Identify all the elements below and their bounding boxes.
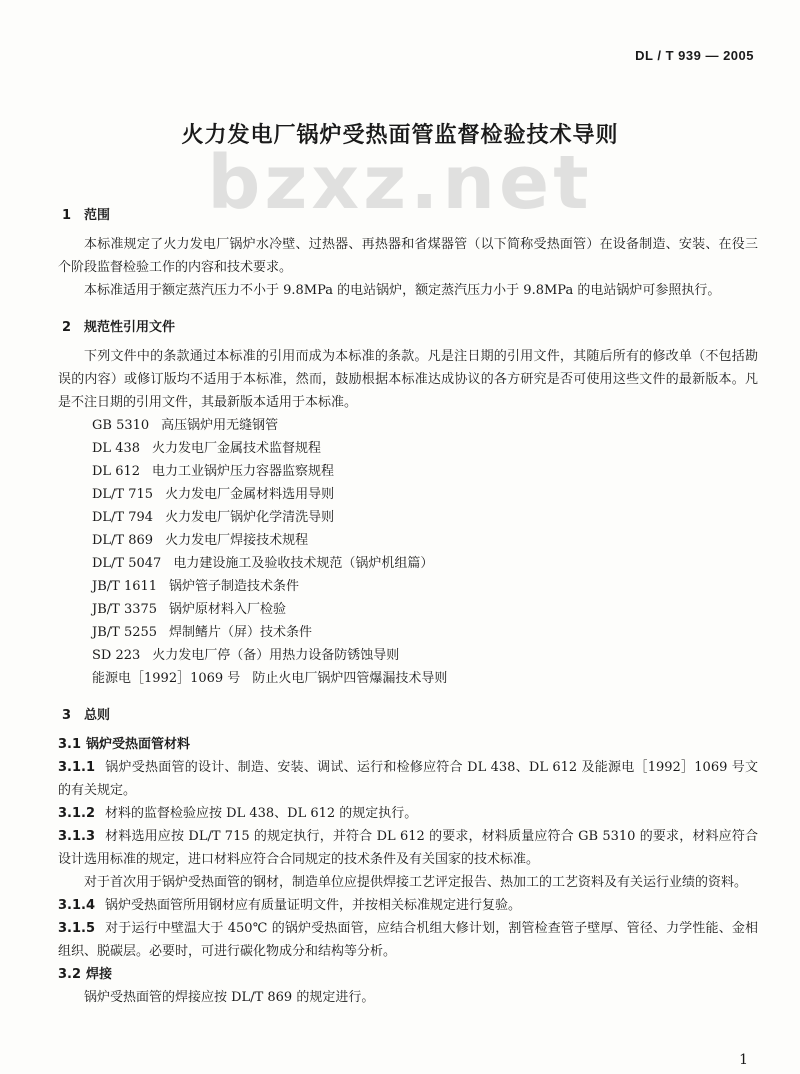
clause-text: 材料选用应按 DL/T 715 的规定执行，并符合 DL 612 的要求，材料质量应符合 GB 5310 的要求，材料应符合设计选用标准的规定，进口材料应符合合同规定的技术条件及有关国家的技术标准。 [58,829,758,867]
ref-name: 火力发电厂停（备）用热力设备防锈蚀导则 [152,648,400,663]
section-heading-3 [58,704,758,727]
clause-3-1-2 [58,802,758,825]
subsection-title: 焊接 [86,967,113,982]
clause-number: 3.1.2 [58,806,96,821]
reference-list [58,414,758,690]
section-title: 总则 [84,708,111,723]
page-number: 1 [739,1052,748,1068]
ref-code: GB 5310 [92,418,150,433]
list-item [92,621,758,644]
ref-code: JB/T 1611 [92,579,158,594]
watermark-logo: bzxz.net [207,140,593,226]
paragraph: 锅炉受热面管的焊接应按 DL/T 869 的规定进行。 [84,990,375,1005]
ref-name: 高压锅炉用无缝钢管 [161,418,279,433]
clause-3-1-4 [58,894,758,917]
list-item [92,529,758,552]
list-item [92,506,758,529]
clause-3-1-1 [58,756,758,802]
section-number: 2 [62,320,72,335]
section-title: 范围 [84,208,111,223]
paragraph: 对于首次用于锅炉受热面管的钢材，制造单位应提供焊接工艺评定报告、热加工的工艺资料及有关运行业绩的资料。 [84,875,748,890]
list-item [92,667,758,690]
ref-code: DL/T 869 [92,533,154,548]
list-item [92,483,758,506]
ref-code: DL 612 [92,464,141,479]
ref-name: 电力建设施工及验收技术规范（锅炉机组篇） [173,556,434,571]
list-item [92,552,758,575]
paragraph: 本标准规定了火力发电厂锅炉水冷壁、过热器、再热器和省煤器管（以下简称受热面管）在设备制造、安装、在役三个阶段监督检验工作的内容和技术要求。 [58,237,758,275]
ref-name: 火力发电厂金属技术监督规程 [152,441,322,456]
list-item [92,598,758,621]
page-title: 火力发电厂锅炉受热面管监督检验技术导则 [181,123,619,148]
ref-code: SD 223 [92,648,141,663]
ref-name: 锅炉管子制造技术条件 [169,579,300,594]
subsection-heading-3-1 [58,733,758,756]
section-heading-1 [58,204,758,227]
section-number: 1 [62,208,72,223]
ref-code: JB/T 3375 [92,602,158,617]
clause-text: 材料的监督检验应按 DL 438、DL 612 的规定执行。 [105,806,418,821]
ref-code: DL/T 794 [92,510,154,525]
ref-code: 能源电［1992］1069 号 [92,671,241,686]
list-item [92,414,758,437]
subsection-number: 3.1 [58,737,82,752]
subsection-heading-3-2 [58,963,758,986]
ref-name: 火力发电厂焊接技术规程 [165,533,309,548]
clause-number: 3.1.4 [58,898,96,913]
list-item [92,460,758,483]
clause-3-1-3 [58,825,758,871]
ref-name: 电力工业锅炉压力容器监察规程 [152,464,335,479]
ref-code: DL/T 715 [92,487,154,502]
section-number: 3 [62,708,72,723]
subsection-title: 锅炉受热面管材料 [86,737,191,752]
clause-text: 对于运行中壁温大于 450℃ 的锅炉受热面管，应结合机组大修计划，割管检查管子壁厚、管径、力学性能、金相组织、脱碳层。必要时，可进行碳化物成分和结构等分析。 [58,921,758,959]
clause-text: 锅炉受热面管所用钢材应有质量证明文件，并按相关标准规定进行复验。 [105,898,522,913]
clause-text: 锅炉受热面管的设计、制造、安装、调试、运行和检修应符合 DL 438、DL 612 及能源电［1992］1069 号文的有关规定。 [58,760,758,798]
ref-name: 锅炉原材料入厂检验 [169,602,287,617]
ref-code: DL 438 [92,441,141,456]
list-item [92,575,758,598]
clause-number: 3.1.1 [58,760,96,775]
clause-number: 3.1.3 [58,829,96,844]
paragraph: 本标准适用于额定蒸汽压力不小于 9.8MPa 的电站锅炉，额定蒸汽压力小于 9.8MPa 的电站锅炉可参照执行。 [84,283,721,298]
ref-code: JB/T 5255 [92,625,158,640]
list-item [92,437,758,460]
subsection-number: 3.2 [58,967,82,982]
ref-name: 防止火电厂锅炉四管爆漏技术导则 [252,671,448,686]
paragraph: 下列文件中的条款通过本标准的引用而成为本标准的条款。凡是注日期的引用文件，其随后所有的修改单（不包括勘误的内容）或修订版均不适用于本标准，然而，鼓励根据本标准达成协议的各方研究是否可使用这些文件的最新版本。凡是不注日期的引用文件，其最新版本适用于本标准。 [58,349,758,410]
ref-name: 焊制鳍片（屏）技术条件 [169,625,313,640]
list-item [92,644,758,667]
clause-3-1-5 [58,917,758,963]
section-title: 规范性引用文件 [84,320,176,335]
ref-code: DL/T 5047 [92,556,162,571]
standard-code: DL / T 939 — 2005 [635,48,754,63]
section-heading-2 [58,316,758,339]
ref-name: 火力发电厂金属材料选用导则 [165,487,335,502]
clause-number: 3.1.5 [58,921,96,936]
document-body [58,204,758,1009]
ref-name: 火力发电厂锅炉化学清洗导则 [165,510,335,525]
